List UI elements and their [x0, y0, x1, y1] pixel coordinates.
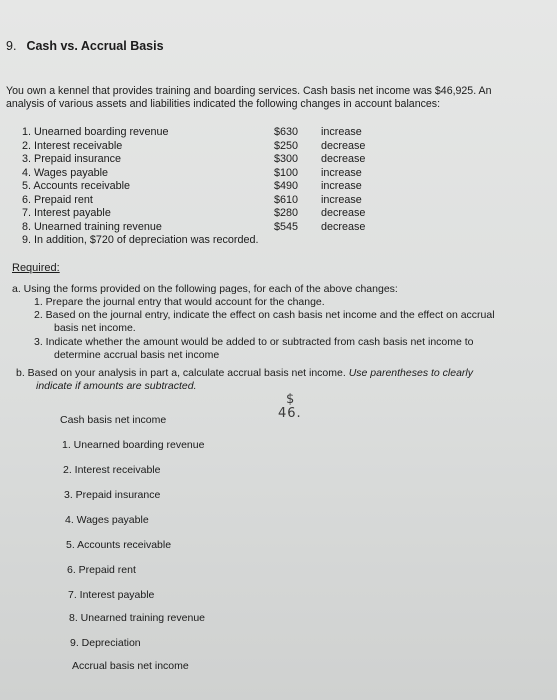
intro-line-1: You own a kennel that provides training and boarding services. Cash basis net income was $46,925. An: [6, 85, 492, 97]
problem-number: 9.: [6, 39, 17, 53]
item-change: decrease: [321, 220, 366, 233]
part-a-step-1: 1. Prepare the journal entry that would account for the change.: [34, 296, 325, 308]
form-row: 6. Prepaid rent: [67, 564, 136, 576]
item-amount: $610: [274, 193, 299, 206]
part-a-intro: a. Using the forms provided on the following pages, for each of the above changes:: [12, 283, 398, 295]
part-b-line-1: [16, 367, 473, 380]
form-row: 8. Unearned training revenue: [69, 612, 206, 624]
item-change: decrease: [321, 207, 366, 219]
item-label: 7. Interest payable: [22, 207, 111, 219]
form-row: Cash basis net income: [60, 414, 167, 426]
part-a-step-3-cont: determine accrual basis net income: [54, 349, 220, 361]
problem-title-text: Cash vs. Accrual Basis: [26, 39, 164, 53]
required-heading: Required:: [12, 262, 60, 274]
item-amount: $490: [274, 180, 299, 192]
item-change: increase: [321, 126, 362, 138]
item-amount: $300: [274, 153, 299, 165]
part-b-text: b. Based on your analysis in part a, calculate accrual basis net income.: [16, 367, 346, 379]
item-label: 1. Unearned boarding revenue: [22, 126, 169, 138]
item-amount: $630: [274, 126, 299, 138]
part-a-step-2-cont: basis net income.: [54, 322, 136, 334]
part-a-step-2: 2. Based on the journal entry, indicate the effect on cash basis net income and the effect on accrual: [34, 309, 495, 321]
item-amount: $280: [274, 207, 299, 219]
form-row: 7. Interest payable: [68, 589, 155, 601]
item-label: 2. Interest receivable: [22, 139, 123, 152]
item-change: increase: [321, 166, 362, 179]
item-change: decrease: [321, 139, 366, 152]
form-row: Accrual basis net income: [72, 660, 189, 672]
item-amount: $250: [274, 139, 299, 152]
item-label: 8. Unearned training revenue: [22, 220, 162, 233]
form-row: 1. Unearned boarding revenue: [62, 439, 205, 451]
form-row: 9. Depreciation: [70, 637, 141, 649]
form-row: 5. Accounts receivable: [66, 539, 172, 551]
item-label: 6. Prepaid rent: [22, 193, 93, 206]
form-row: 2. Interest receivable: [63, 464, 161, 476]
item-change: increase: [321, 180, 362, 192]
part-b-line-2: indicate if amounts are subtracted.: [36, 380, 197, 392]
item-change: decrease: [321, 153, 366, 165]
part-a-step-3: 3. Indicate whether the amount would be added to or subtracted from cash basis net income to: [34, 336, 474, 348]
item-label: 3. Prepaid insurance: [22, 153, 122, 165]
part-b-italic-text: Use parentheses to clearly: [348, 367, 474, 379]
form-row: 4. Wages payable: [65, 514, 149, 526]
problem-title: [6, 40, 164, 53]
item-label: 4. Wages payable: [22, 166, 109, 179]
handwritten-amount: 46.: [278, 406, 302, 421]
intro-line-2: analysis of various assets and liabilities indicated the following changes in account balances:: [6, 98, 441, 110]
handwritten-dollar: $: [286, 392, 295, 407]
item-amount: $545: [274, 220, 299, 233]
item-label: 9. In addition, $720 of depreciation was recorded.: [22, 234, 259, 246]
item-label: 5. Accounts receivable: [22, 180, 131, 192]
item-amount: $100: [274, 166, 299, 179]
item-change: increase: [321, 193, 362, 206]
form-row: 3. Prepaid insurance: [64, 489, 161, 501]
